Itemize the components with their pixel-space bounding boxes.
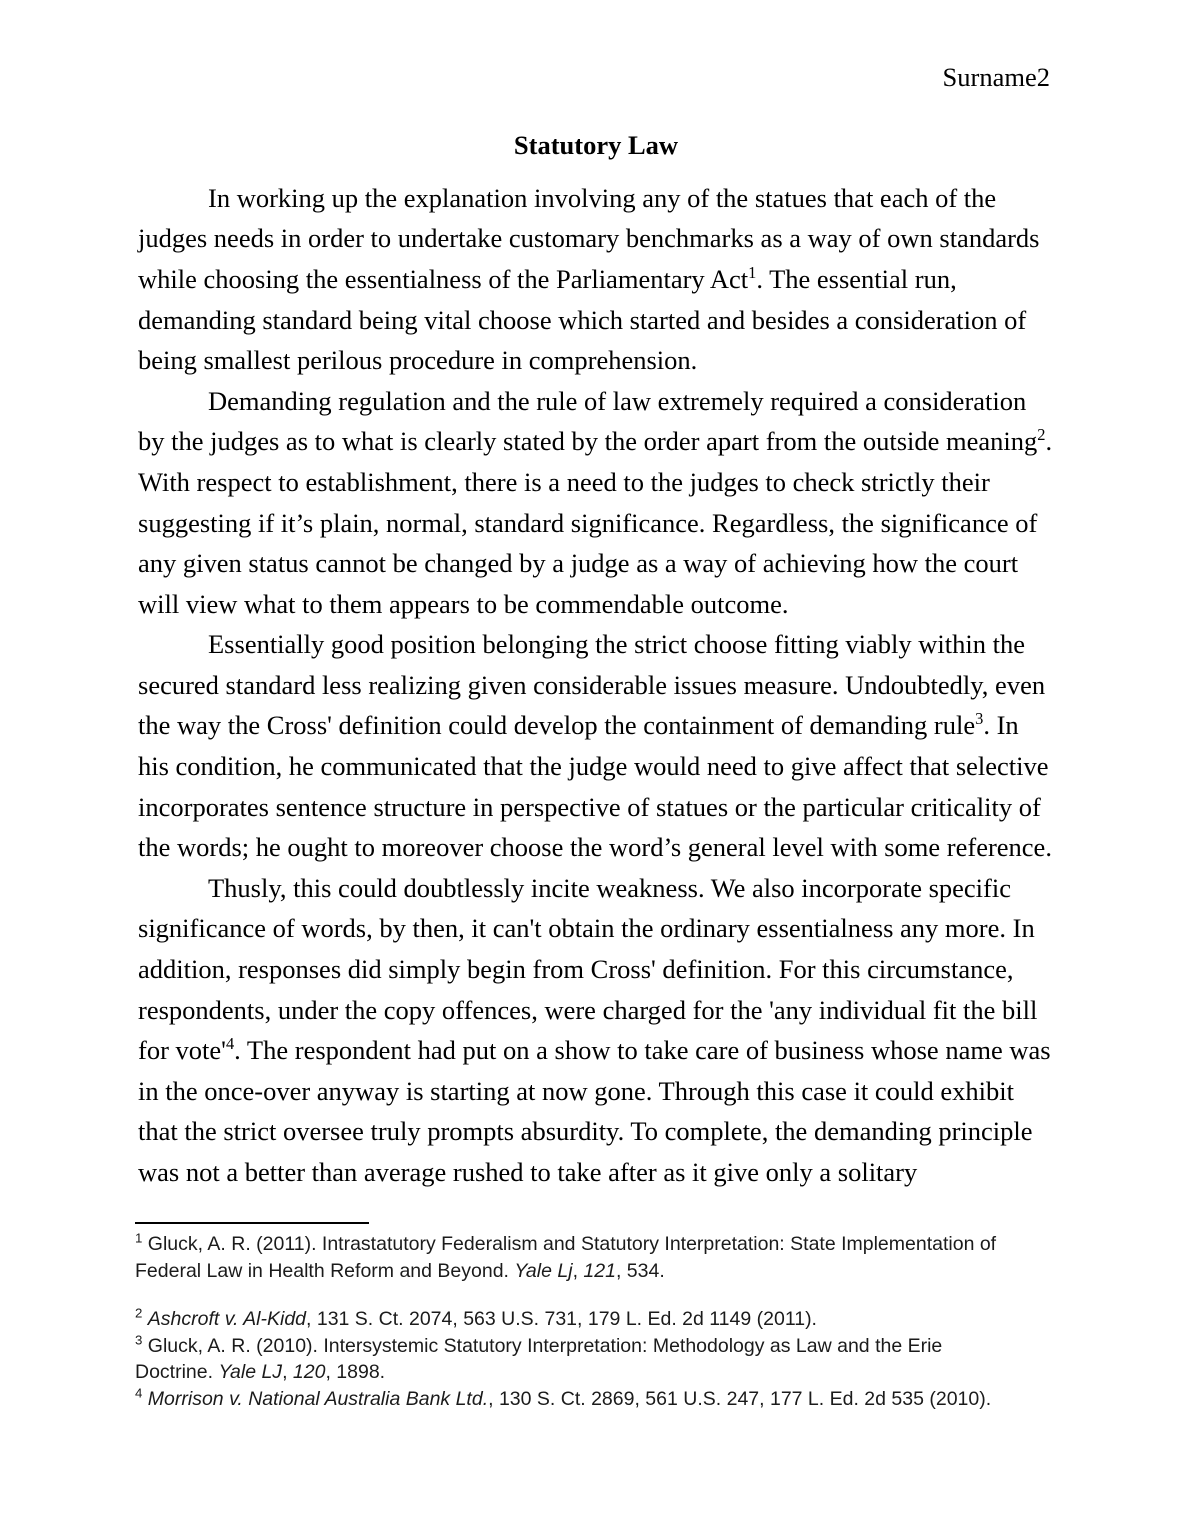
- footnote-item: $^4$ Morrison v. National Australia Bank Ltd., 130 S. Ct. 2869, 561 U.S. 247, 177 L. Ed. 2d 535 (2010).: [135, 1385, 992, 1410]
- footnote-reference-3[interactable]: 3: [975, 709, 984, 729]
- footnote-item: $^3$ Gluck, A. R. (2010). Intersystemic Statutory Interpretation: Methodology as Law and the Erie Doctrine. Yale LJ, 120, 1898.: [135, 1332, 948, 1383]
- footnote-area: [135, 1222, 1025, 1412]
- italic-text: Yale LJ: [218, 1361, 283, 1383]
- footnote-item: $^1$ Gluck, A. R. (2011). Intrastatutory Federalism and Statutory Interpretation: State Implementation of Federal Law in Health Reform and Beyond. Yale Lj, 121, 534.: [135, 1230, 1002, 1282]
- body-paragraph: Demanding regulation and the rule of law extremely required a consideration by the judges as to what is clearly stated by the order apart from the outside meaning$^2$. With respect to establishment, there is a need to the judges to check strictly their suggesting if it’s plain, normal, standard significance. Regardless, the significance of any given status cannot be changed by a judge as a way of achieving how the court will view what to them appears to be commendable outcome.: [138, 385, 1059, 619]
- footnote-reference-1[interactable]: 1: [748, 263, 757, 283]
- italic-text: 121: [583, 1259, 616, 1282]
- footnote-list: [135, 1231, 1025, 1412]
- footnote-marker-3[interactable]: 3: [135, 1332, 143, 1347]
- running-head-text: Surname2: [942, 62, 1050, 92]
- body-paragraph: Thusly, this could doubtlessly incite weakness. We also incorporate specific significance of words, by then, it can't obtain the ordinary essentialness any more. In addition, responses did simply begin from Cross' definition. For this circumstance, respondents, under the copy offences, were charged for the 'any individual fit the bill for vote'$^4$. The respondent had put on a show to take care of business whose name was in the once-over anyway is starting at now gone. Through this case it could exhibit that the strict oversee truly prompts absurdity. To complete, the demanding principle was not a better than average rushed to take after as it give only a solitary: [138, 872, 1058, 1188]
- footnote-marker-2[interactable]: 2: [135, 1305, 143, 1321]
- italic-text: Yale Lj: [514, 1259, 573, 1282]
- italic-text: Ashcroft v. Al-Kidd: [147, 1308, 307, 1330]
- page-title: Statutory Law: [513, 130, 679, 160]
- footnote-marker-1[interactable]: 1: [135, 1230, 143, 1246]
- running-header: [0, 62, 1190, 94]
- footnote-item: $^2$ Ashcroft v. Al-Kidd, 131 S. Ct. 2074, 563 U.S. 731, 179 L. Ed. 2d 1149 (2011).: [135, 1305, 817, 1330]
- italic-text: Morrison v. National Australia Bank Ltd.: [147, 1387, 489, 1410]
- footnote-separator-rule: [135, 1222, 369, 1224]
- footnote-reference-4[interactable]: 4: [225, 1034, 235, 1054]
- body-paragraph: Essentially good position belonging the strict choose fitting viably within the secured standard less realizing given considerable issues measure. Undoubtedly, even the way the Cross' definition could develop the containment of demanding rule$^3$. In his condition, he communicated that the judge would need to give affect that selective incorporates sentence structure in perspective of statues or the particular criticality of the words; he ought to moreover choose the word’s general level with some reference.: [138, 629, 1056, 863]
- paragraph-list: [138, 178, 1059, 1193]
- footnote-marker-4[interactable]: 4: [135, 1385, 143, 1400]
- italic-text: 120: [292, 1361, 326, 1383]
- body-paragraph: In working up the explanation involving any of the statues that each of the judges needs in order to undertake customary benchmarks as a way of own standards while choosing the essentialness of the Parliamentary Act$^1$. The essential run, demanding standard being vital choose which started and besides a consideration of being smallest perilous procedure in comprehension.: [138, 182, 1047, 376]
- document-body: [138, 128, 1059, 1193]
- footnote-reference-2[interactable]: 2: [1037, 425, 1046, 445]
